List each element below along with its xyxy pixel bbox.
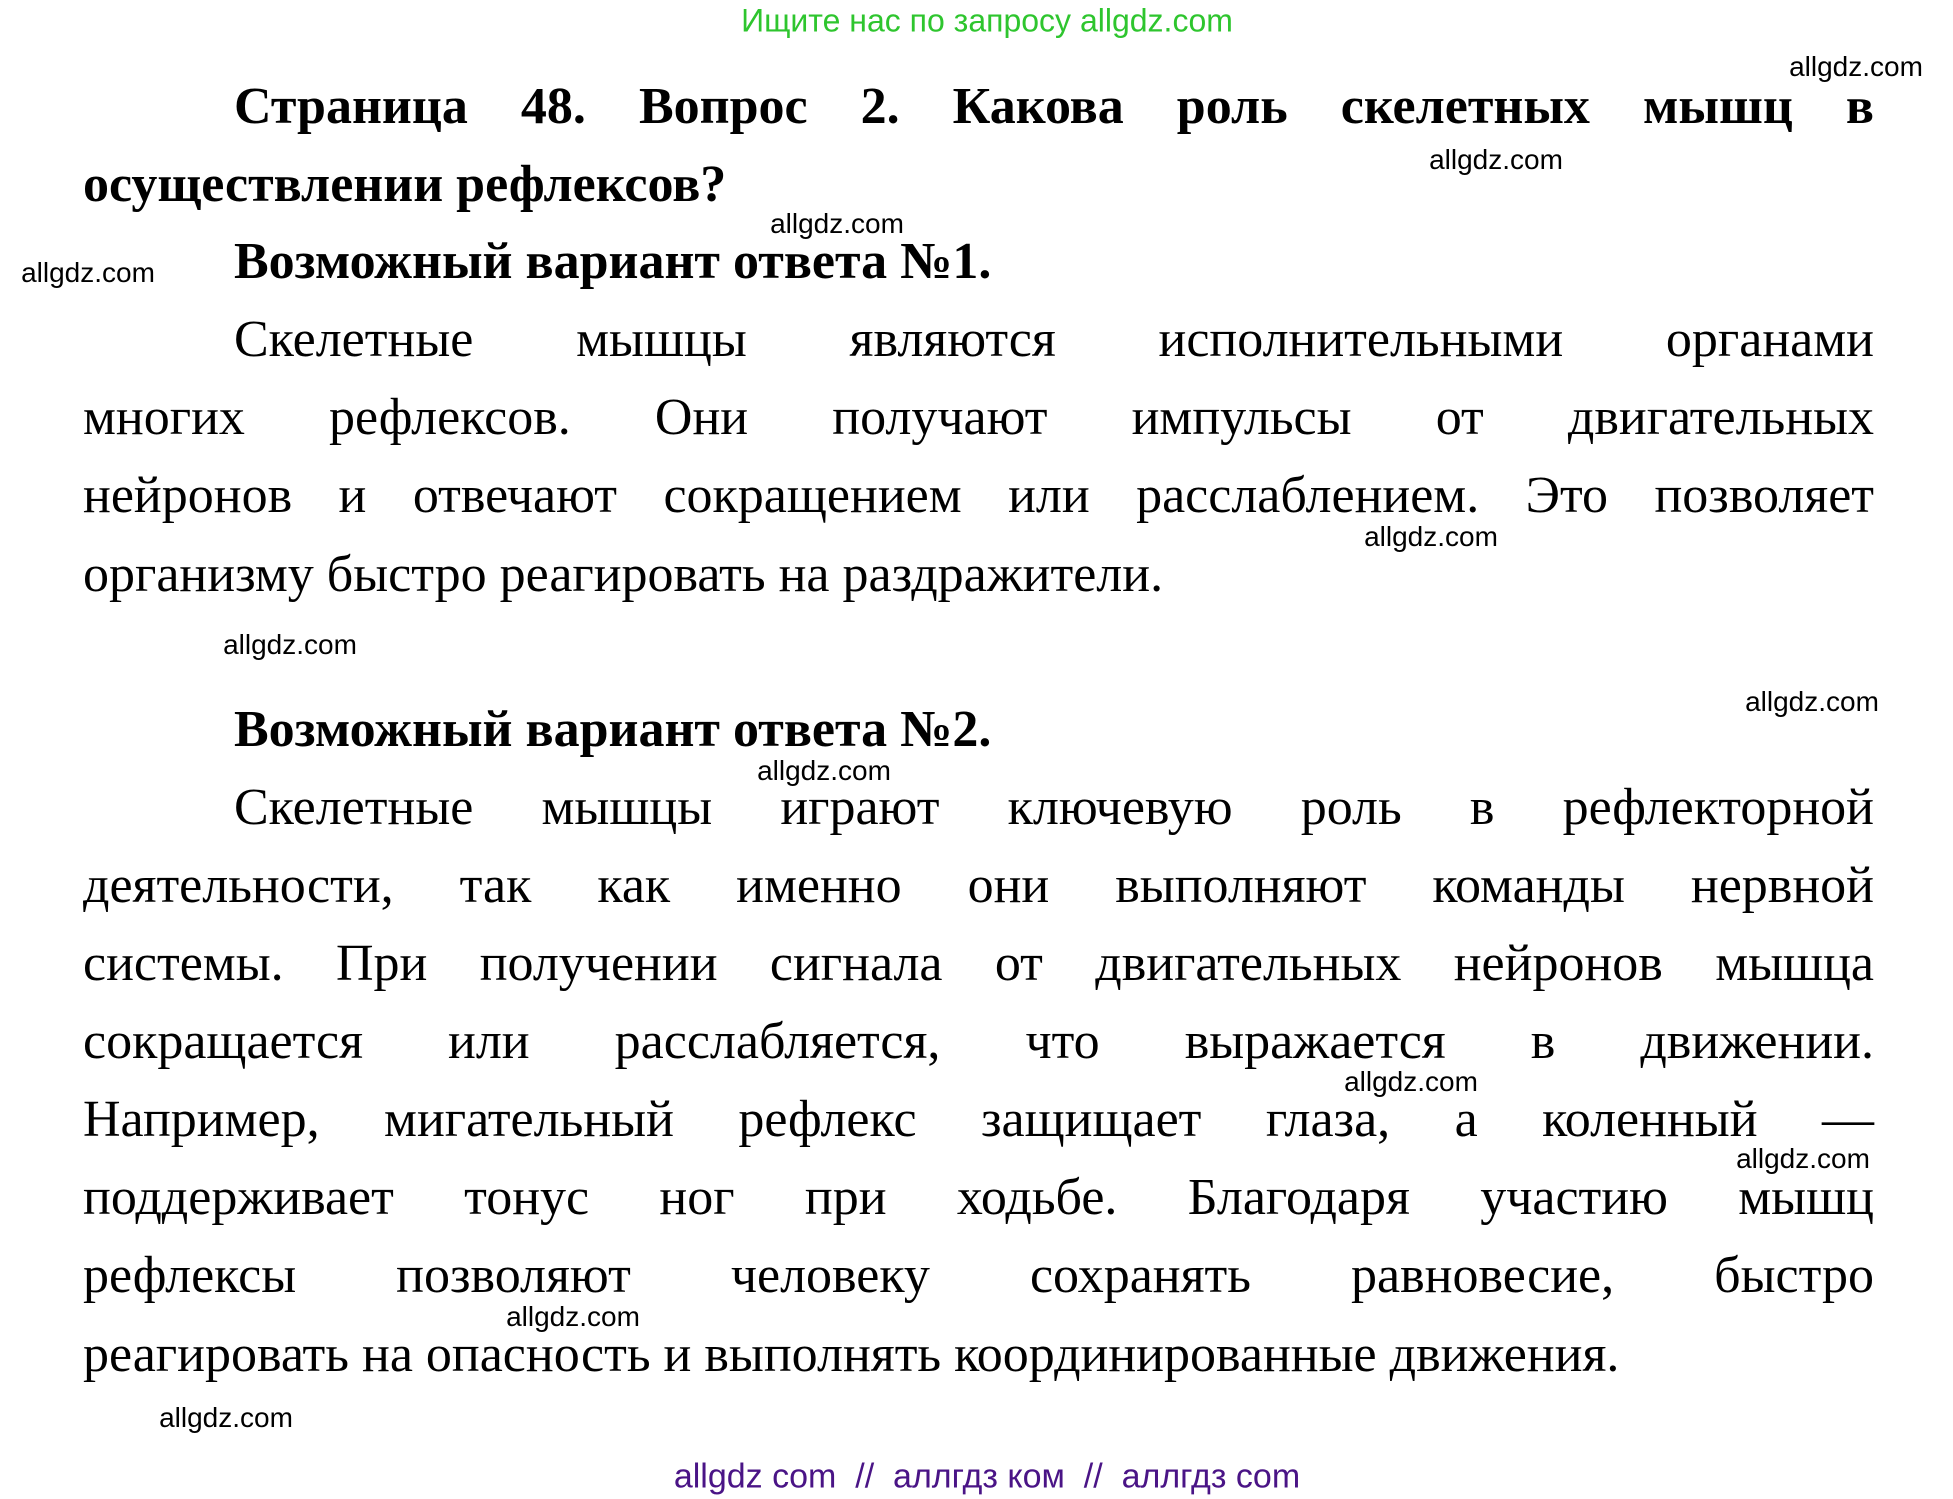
search-banner: Ищите нас по запросу allgdz.com [741,2,1233,39]
watermark: allgdz.com [21,257,155,288]
footer-links: allgdz com // аллгдз ком // аллгдз com [673,1457,1301,1496]
question-title-line-1: Страница 48. Вопрос 2. Какова роль скелетных мышц в [234,78,1874,135]
answer-1-line: нейронов и отвечают сокращением или расслаблением. Это позволяет [83,467,1874,524]
watermark: allgdz.com [223,629,357,660]
answer-2-line: Например, мигательный рефлекс защищает глаза, а коленный — [83,1091,1874,1148]
answer-2-line: деятельности, так как именно они выполняют команды нервной [83,857,1874,914]
answer-2-heading: Возможный вариант ответа №2. [234,701,992,758]
answer-2-line: рефлексы позволяют человеку сохранять равновесие, быстро [83,1247,1874,1304]
answer-2-line: системы. При получении сигнала от двигательных нейронов мышца [83,935,1874,992]
answer-2-line: Скелетные мышцы играют ключевую роль в рефлекторной [234,779,1874,836]
watermark: allgdz.com [159,1402,293,1433]
watermark: allgdz.com [1789,51,1923,82]
watermark: allgdz.com [506,1301,640,1332]
answer-1-heading: Возможный вариант ответа №1. [234,233,992,290]
watermark: allgdz.com [1745,686,1879,717]
watermark: allgdz.com [1344,1066,1478,1097]
question-title-line-2: осуществлении рефлексов? [83,156,727,213]
answer-1-line: многих рефлексов. Они получают импульсы от двигательных [83,389,1874,446]
answer-2-line: реагировать на опасность и выполнять координированные движения. [83,1326,1620,1383]
watermark: allgdz.com [1429,144,1563,175]
answer-1-line: Скелетные мышцы являются исполнительными органами [234,311,1874,368]
answer-2-line: сокращается или расслабляется, что выражается в движении. [83,1013,1874,1070]
watermark: allgdz.com [757,755,891,786]
answer-1-line: организму быстро реагировать на раздражители. [83,546,1164,603]
watermark: allgdz.com [1736,1143,1870,1174]
watermark: allgdz.com [770,208,904,239]
watermark: allgdz.com [1364,521,1498,552]
answer-2-line: поддерживает тонус ног при ходьбе. Благодаря участию мышц [83,1169,1874,1226]
